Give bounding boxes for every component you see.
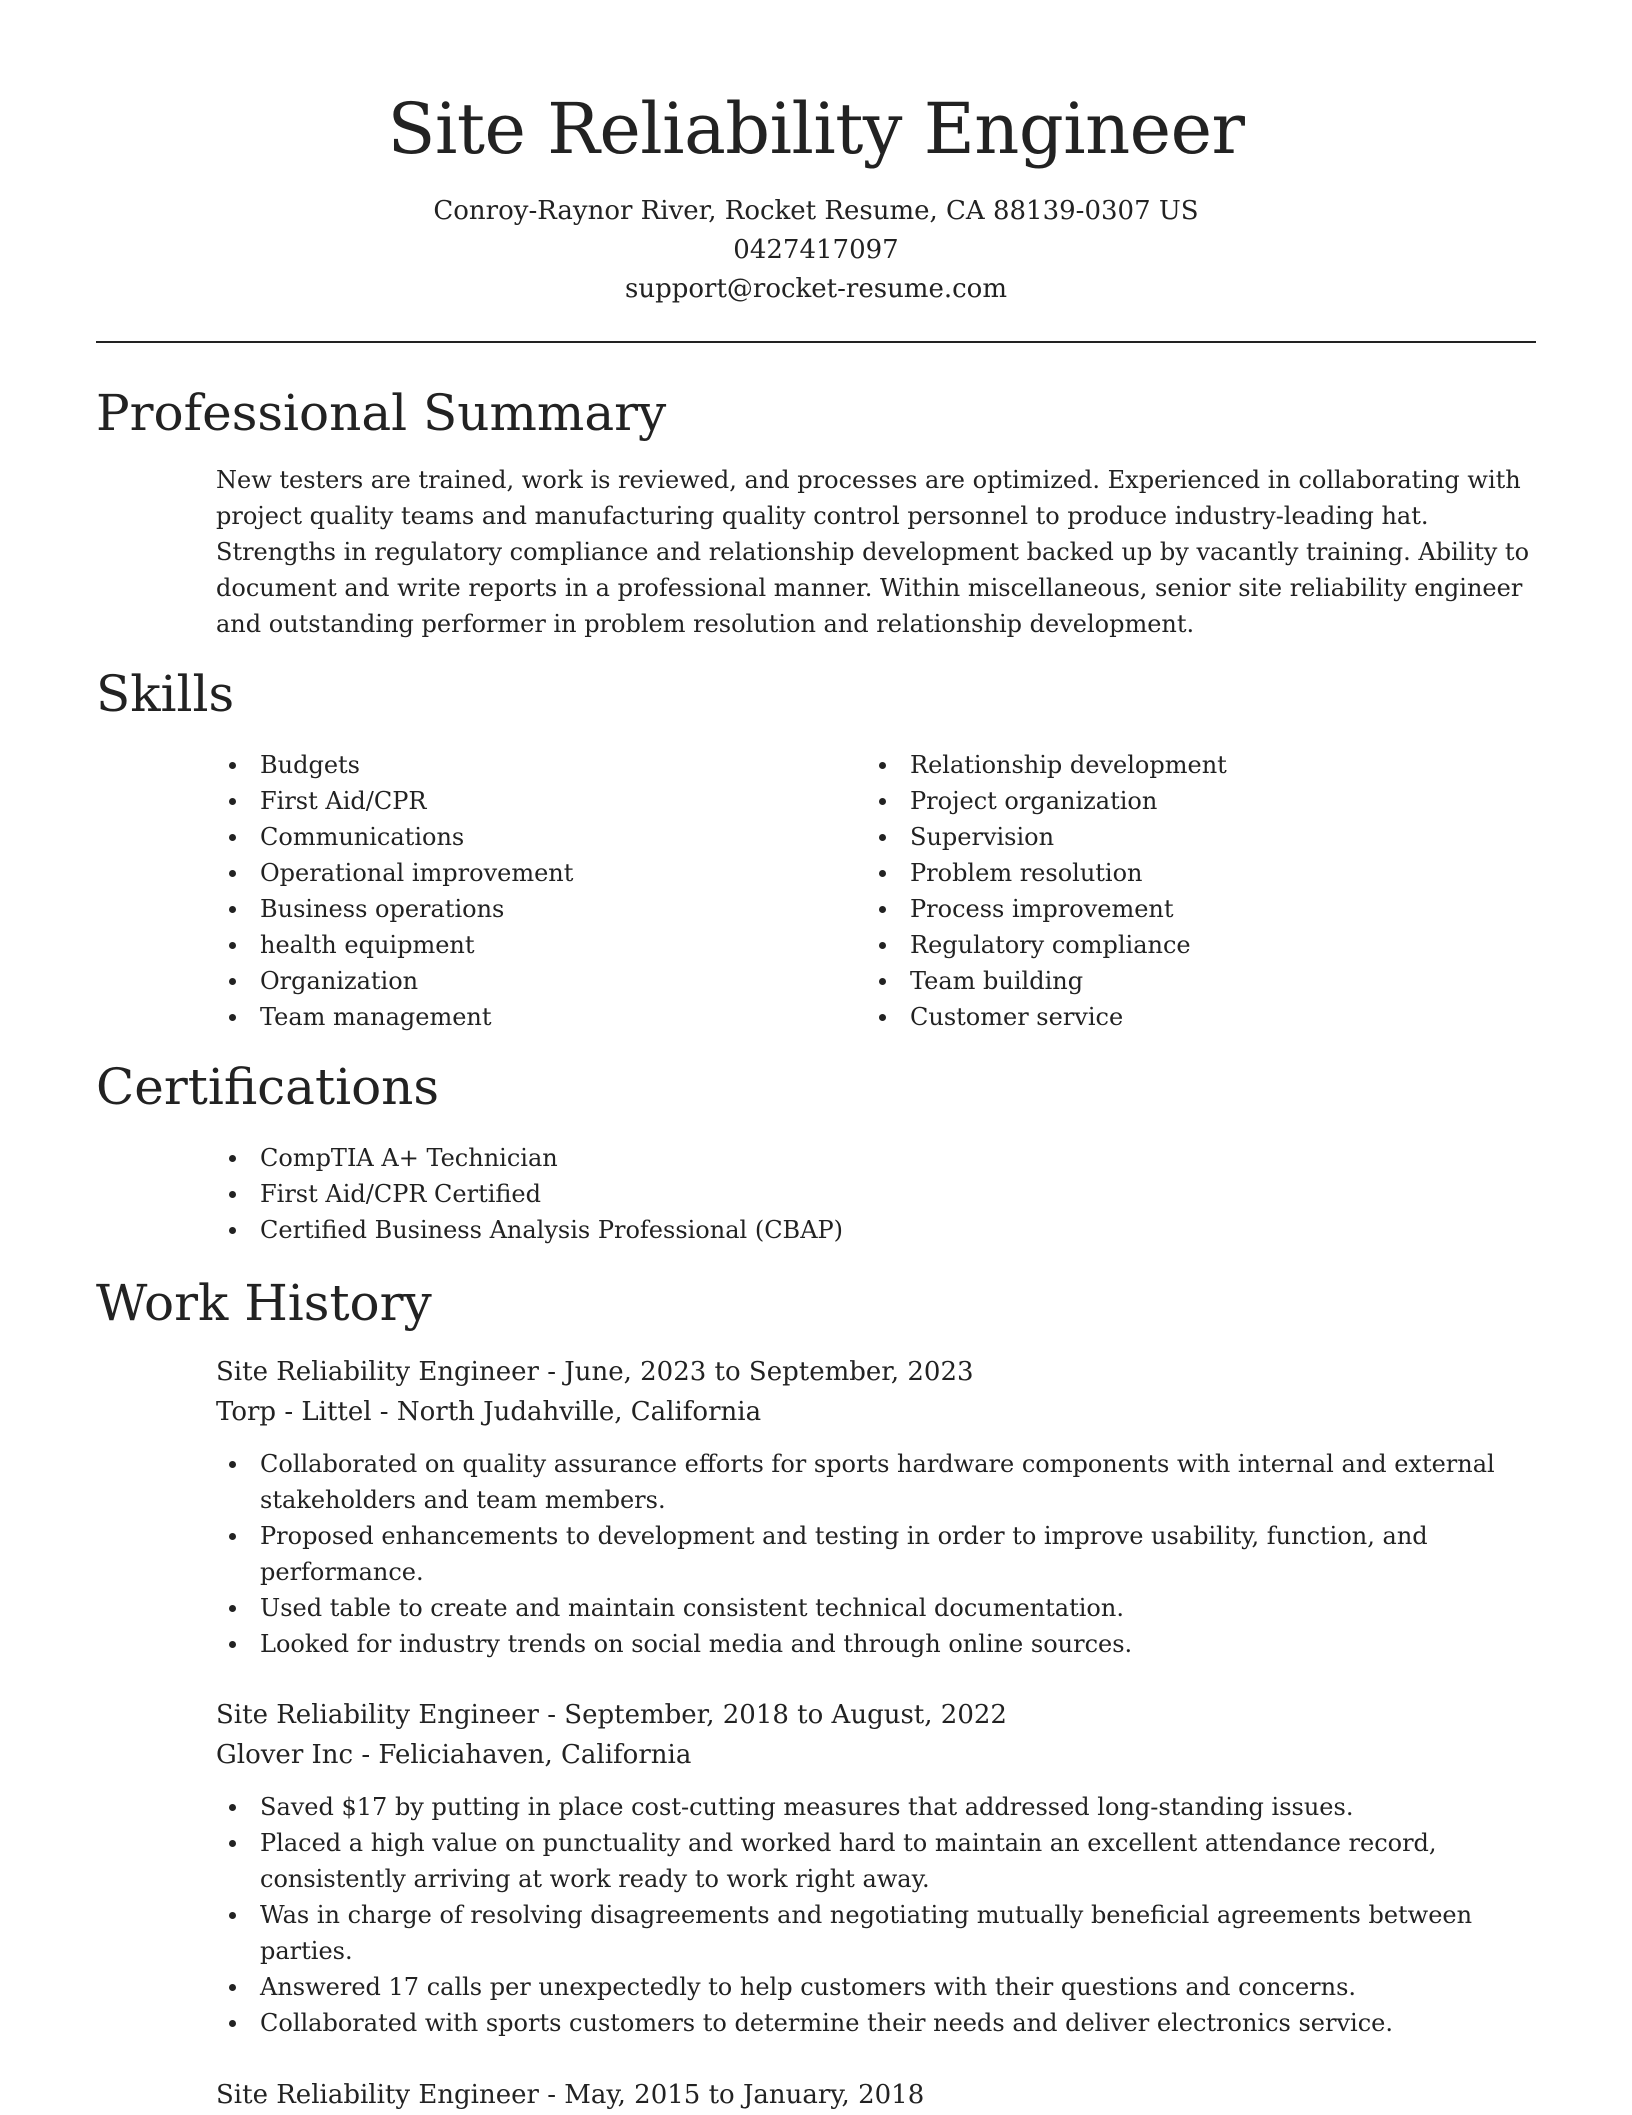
job-bullets <box>216 1446 1536 1662</box>
job-bullet: Proposed enhancements to development and testing in order to improve usability, function, and performance. <box>216 1518 1536 1590</box>
skill-item: Regulatory compliance <box>866 927 1506 963</box>
job-role: Site Reliability Engineer <box>216 1357 539 1387</box>
job-location: Feliciahaven, California <box>378 1740 692 1770</box>
job-title-line: Site Reliability Engineer - September, 2018 to August, 2022 <box>216 1700 1007 1730</box>
job-dates: June, 2023 to September, 2023 <box>564 1357 974 1387</box>
certifications-heading: Certifications <box>96 1058 440 1116</box>
skill-item: Problem resolution <box>866 855 1506 891</box>
resume-header <box>0 0 1632 309</box>
skill-item: Budgets <box>216 747 856 783</box>
certifications-list <box>216 1140 1536 1248</box>
job-company: Torp - Littel <box>216 1397 372 1427</box>
skill-item: Team building <box>866 963 1506 999</box>
job-role: Site Reliability Engineer <box>216 2080 539 2110</box>
job-company: Glover Inc <box>216 1740 354 1770</box>
resume-name: Site Reliability Engineer <box>387 88 1245 170</box>
job-bullet: Used table to create and maintain consistent technical documentation. <box>216 1590 1536 1626</box>
certification-item: Certified Business Analysis Professional (CBAP) <box>216 1212 1536 1248</box>
contact-phone: 0427417097 <box>733 235 899 265</box>
skills-column-right <box>866 747 1506 1035</box>
skill-item: health equipment <box>216 927 856 963</box>
job-company-line: Torp - Littel - North Judahville, California <box>216 1397 762 1427</box>
job-dates: September, 2018 to August, 2022 <box>564 1700 1007 1730</box>
job-bullet: Was in charge of resolving disagreements and negotiating mutually beneficial agreements between parties. <box>216 1897 1536 1969</box>
job-bullet: Collaborated on quality assurance efforts for sports hardware components with internal and external stakeholders and team members. <box>216 1446 1536 1518</box>
job-title-line: Site Reliability Engineer - May, 2015 to January, 2018 <box>216 2080 925 2110</box>
contact-info <box>0 192 1632 309</box>
skill-item: Team management <box>216 999 856 1035</box>
skill-item: Communications <box>216 819 856 855</box>
contact-email[interactable]: support@rocket-resume.com <box>624 274 1007 304</box>
skill-item: Organization <box>216 963 856 999</box>
job-dates: May, 2015 to January, 2018 <box>564 2080 925 2110</box>
job-company-line: Glover Inc - Feliciahaven, California <box>216 1740 692 1770</box>
certification-item: First Aid/CPR Certified <box>216 1176 1536 1212</box>
skill-item: Project organization <box>866 783 1506 819</box>
skill-item: Operational improvement <box>216 855 856 891</box>
skill-item: Process improvement <box>866 891 1506 927</box>
contact-address: Conroy-Raynor River, Rocket Resume, CA 88139-0307 US <box>433 196 1199 226</box>
skill-item: Relationship development <box>866 747 1506 783</box>
work-history-heading: Work History <box>96 1274 432 1332</box>
job-bullet: Saved $17 by putting in place cost-cutting measures that addressed long-standing issues. <box>216 1789 1536 1825</box>
skills-heading: Skills <box>96 665 235 723</box>
skills-column-left <box>216 747 856 1035</box>
skill-item: First Aid/CPR <box>216 783 856 819</box>
header-divider <box>96 341 1536 343</box>
summary-text: New testers are trained, work is reviewed, and processes are optimized. Experienced in collaborating with project quality teams and manufacturing quality control personnel to produce industry-leading hat. Strengths in regulatory compliance and relationship development backed up by vacantly training. Ability to document and write reports in a professional manner. Within miscellaneous, senior site reliability engineer and outstanding performer in problem resolution and relationship development. <box>216 466 1530 638</box>
skill-item: Supervision <box>866 819 1506 855</box>
job-role: Site Reliability Engineer <box>216 1700 539 1730</box>
job-bullet: Collaborated with sports customers to determine their needs and deliver electronics service. <box>216 2005 1536 2041</box>
job-bullets <box>216 1789 1536 2041</box>
skill-item: Customer service <box>866 999 1506 1035</box>
job-bullet: Placed a high value on punctuality and worked hard to maintain an excellent attendance record, consistently arriving at work ready to work right away. <box>216 1825 1536 1897</box>
job-bullet: Looked for industry trends on social media and through online sources. <box>216 1626 1536 1662</box>
job-location: North Judahville, California <box>396 1397 762 1427</box>
summary-heading: Professional Summary <box>96 384 667 442</box>
certification-item: CompTIA A+ Technician <box>216 1140 1536 1176</box>
job-title-line: Site Reliability Engineer - June, 2023 to September, 2023 <box>216 1357 974 1387</box>
skill-item: Business operations <box>216 891 856 927</box>
job-bullet: Answered 17 calls per unexpectedly to help customers with their questions and concerns. <box>216 1969 1536 2005</box>
